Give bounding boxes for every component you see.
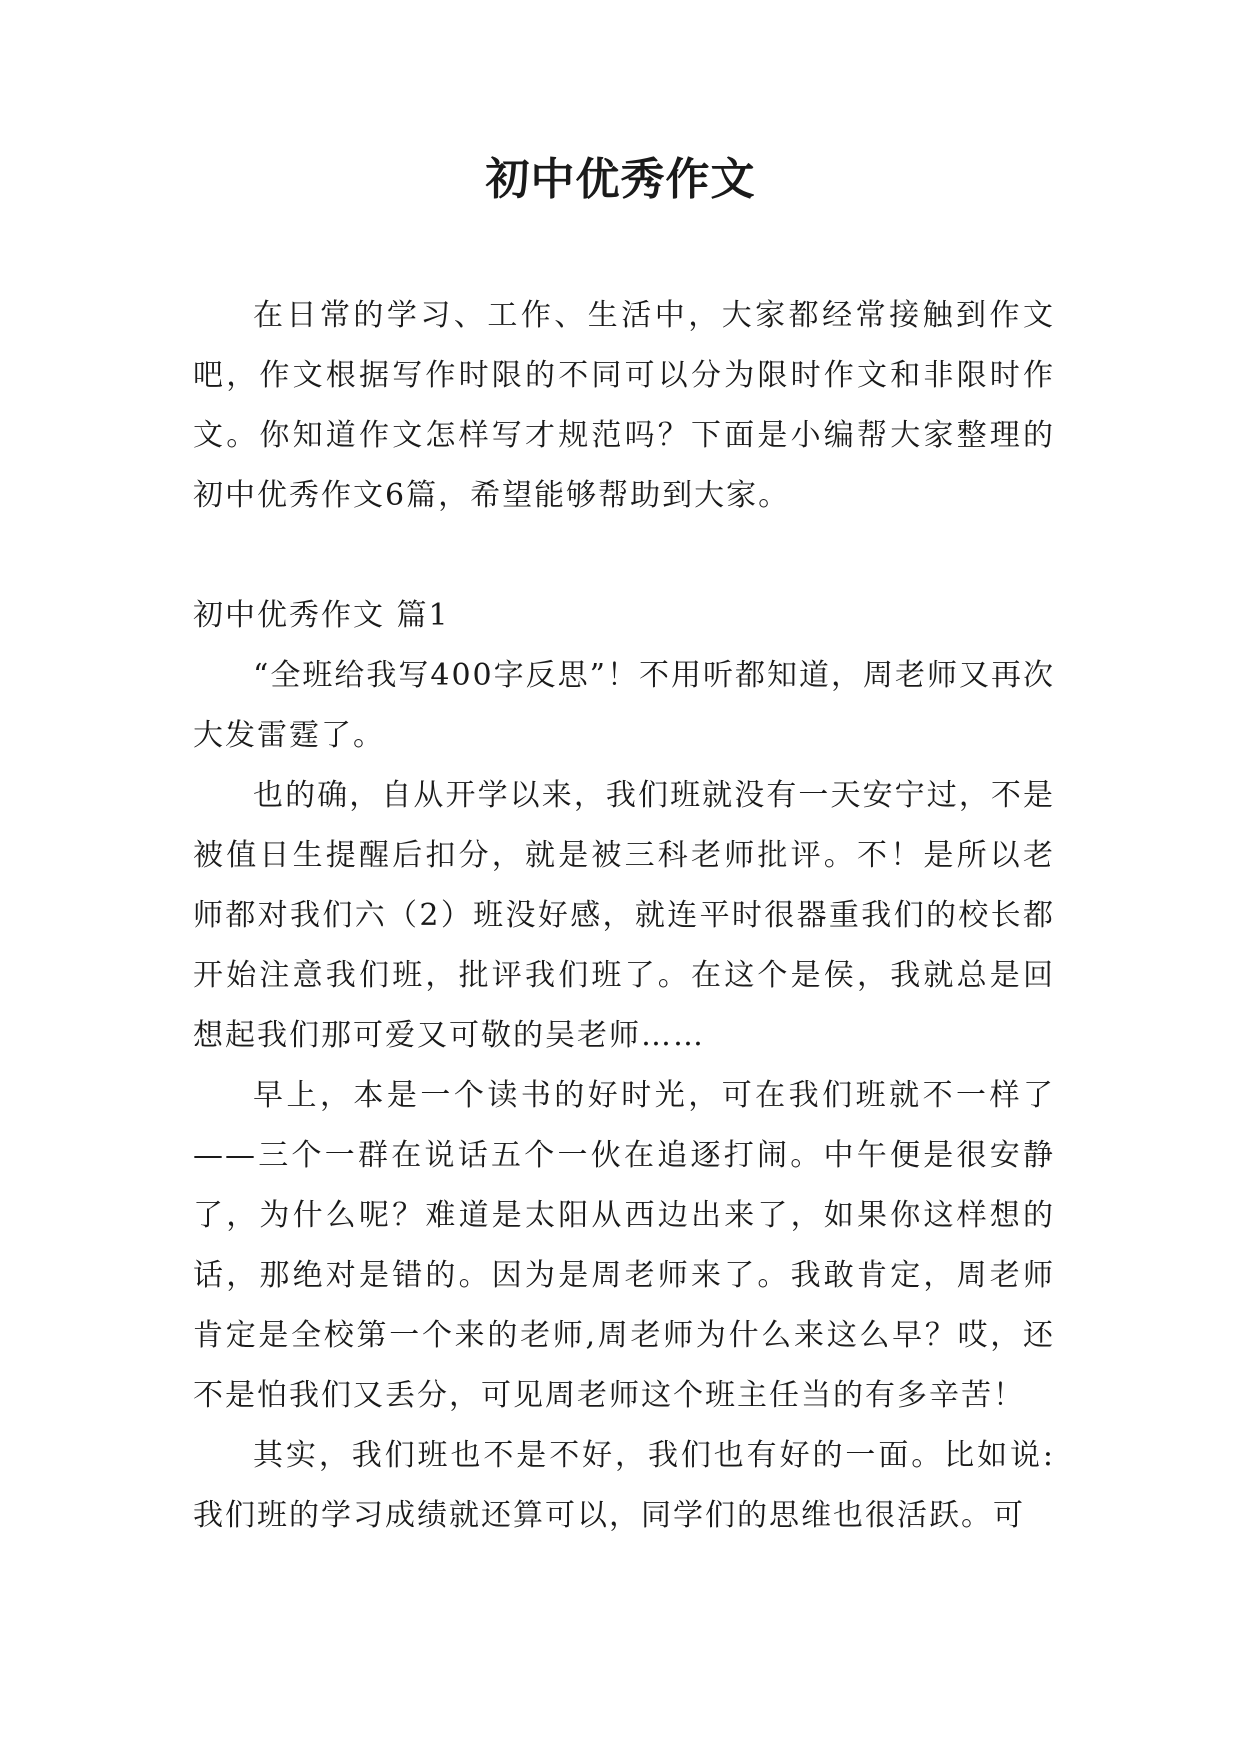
body-paragraph-4: 其实，我们班也不是不好，我们也有好的一面。比如说:我们班的学习成绩就还算可以，同学们的思维也很活跃。可 (193, 1438, 1055, 1533)
body-paragraph-3: 早上，本是一个读书的好时光，可在我们班就不一样了——三个一群在说话五个一伙在追逐打闹。中午便是很安静了，为什么呢？难道是太阳从西边出来了，如果你这样想的话，那绝对是错的。因为是周老师来了。我敢肯定，周老师肯定是全校第一个来的老师,周老师为什么来这么早？哎，还不是怕我们又丢分，可见周老师这个班主任当的有多辛苦！ (193, 1078, 1055, 1413)
body-paragraph-1: “全班给我写400字反思”！不用听都知道，周老师又再次大发雷霆了。 (193, 658, 1055, 753)
document-title: 初中优秀作文 (485, 154, 756, 205)
section-heading: 初中优秀作文 篇1 (193, 598, 450, 633)
intro-paragraph: 在日常的学习、工作、生活中，大家都经常接触到作文吧，作文根据写作时限的不同可以分为限时作文和非限时作文。你知道作文怎样写才规范吗？下面是小编帮大家整理的初中优秀作文6篇，希望能够帮助到大家。 (193, 298, 1055, 513)
document-body (193, 286, 1055, 1546)
body-paragraph-2: 也的确，自从开学以来，我们班就没有一天安宁过，不是被值日生提醒后扣分，就是被三科老师批评。不！是所以老师都对我们六（2）班没好感，就连平时很器重我们的校长都开始注意我们班，批评我们班了。在这个是侯，我就总是回想起我们那可爱又可敬的吴老师…… (193, 778, 1055, 1053)
